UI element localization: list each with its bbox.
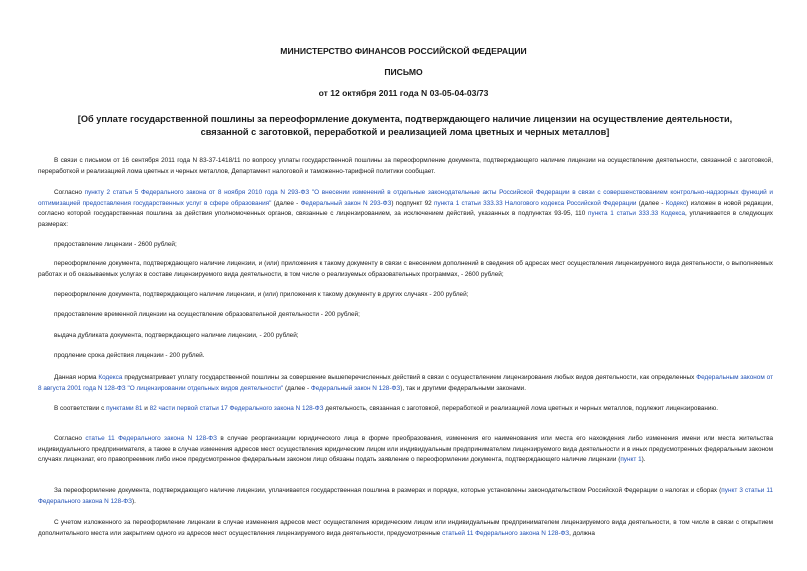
legal-reference-link[interactable]: Кодекса: [98, 374, 123, 381]
paragraph-reissue-conditions: [38, 434, 773, 466]
document-title: [Об уплате государственной пошлины за переоформление документа, подтверждающего наличие лицензии на осуществление деятельности, связанной с заготовкой, переработкой и реализацией лома цветных и черных металлов]: [77, 114, 733, 137]
paragraph-text: Согласно: [54, 189, 85, 196]
paragraph-fee-duplicate: выдача дубликата документа, подтверждающего наличие лицензии, - 200 рублей;: [54, 332, 299, 339]
paragraph-text: За переоформление документа, подтверждающего наличие лицензии, уплачивается государственная пошлина в размерах и порядке, которые установлены законодательством Российской Федерации о налогах и сборах (: [54, 487, 722, 494]
paragraph-conclusion: [38, 518, 773, 539]
paragraph-fee-license: предоставление лицензии - 2600 рублей;: [54, 241, 177, 248]
paragraph-text: и: [142, 405, 150, 412]
legal-reference-link[interactable]: Федеральным законом от 8 августа 2001 года N 128-ФЗ "О лицензировании отдельных видов деятельности": [38, 374, 774, 392]
paragraph-text: ) подпункт 92: [391, 199, 434, 207]
legal-reference-link[interactable]: пункта 1 статьи 333.33 Налогового кодекса Российской Федерации: [433, 199, 637, 207]
legal-reference-link[interactable]: статье 11 Федерального закона N 128-ФЗ: [85, 435, 218, 442]
legal-reference-link[interactable]: пункт 3 статьи 11 Федерального закона N 128-ФЗ: [38, 487, 773, 505]
legal-reference-link[interactable]: Федеральный закон N 293-ФЗ: [300, 199, 392, 207]
legal-reference-link[interactable]: Кодекс: [665, 199, 687, 207]
paragraph-text: в случае реорганизации юридического лица в форме преобразования, изменения его наименования или места его нахождения либо изменения имени или места жительства индивидуального предпринимателя, а также в случае изменения адресов мест осуществления юридическим лицом или индивидуальным предпринимателем лицензируемого вида деятельности и в иных предусмотренных федеральным законом случаях лицензиат, его правопреемник либо иное предусмотренное федеральным законом лицо обязаны подать заявление о переоформлении документа, подтверждающего наличие лицензии (: [38, 435, 773, 464]
paragraph-text: ) изложен в новой редакции, согласно которой государственная пошлина за действия уполномоченных органов, связанные с лицензированием, за исключением действий, указанных в подпунктах 93-95, 110: [38, 199, 773, 218]
paragraph-text: деятельность, связанная с заготовкой, переработкой и реализацией лома цветных и черных металлов, подлежит лицензированию.: [323, 405, 718, 412]
paragraph-fee-reissue-rule: [38, 486, 773, 507]
paragraph-text: ), так и другими федеральными законами.: [400, 384, 526, 392]
paragraph-fee-reissue-other: переоформление документа, подтверждающего наличие лицензии, и (или) приложения к такому документу в других случаях - 200 рублей;: [54, 291, 469, 298]
paragraph-text: Согласно: [54, 435, 86, 442]
document-type: ПИСЬМО: [384, 67, 423, 77]
paragraph-text: , уплачивается в следующих размерах:: [38, 210, 773, 228]
paragraph-text: (далее -: [271, 199, 301, 207]
legal-reference-link[interactable]: пункту 2 статьи 5 Федерального закона от 8 ноября 2010 года N 293-ФЗ "О внесении изменений в отдельные законодательные акты Российской Федерации в связи с совершенствованием контрольно-надзорных функций и оптимизацией предоставления государственных услуг в сфере образования": [38, 189, 773, 207]
legal-reference-link[interactable]: Федеральный закон N 128-ФЗ: [310, 384, 401, 392]
paragraph-text: С учетом изложенного за переоформление лицензии в случае изменения адресов мест осуществления юридическим лицом или индивидуальным предпринимателем лицензируемого вида деятельности, в том числе в связи с открытием дополнительного места или закрытием одного из адресов мест осуществления лицензируемого вида деятельности, предусмотренные: [38, 519, 773, 537]
paragraph-fee-temporary: предоставление временной лицензии на осуществление образовательной деятельности - 200 рублей;: [54, 311, 360, 318]
legal-reference-link[interactable]: пункт 1: [620, 456, 642, 464]
legal-reference-link[interactable]: статьей 11 Федерального закона N 128-ФЗ: [442, 529, 570, 537]
paragraph-text: ).: [132, 497, 136, 505]
paragraph-norm-scope: [38, 373, 773, 394]
paragraph-licensing-requirement: [38, 404, 773, 415]
legal-reference-link[interactable]: пункта 1 статьи 333.33 Кодекса: [588, 210, 686, 218]
paragraph-text: (далее -: [636, 199, 666, 207]
document-date: от 12 октября 2011 года N 03-05-04-03/73: [318, 88, 489, 98]
paragraph-text: ).: [641, 456, 646, 464]
paragraph-intro: В связи с письмом от 16 сентября 2011 года N 83-37-1418/11 по вопросу уплаты государственной пошлины за переоформление документа, подтверждающего наличие лицензии на осуществление деятельности, связанной с заготовкой, переработкой и реализацией лома цветных и черных металлов, Департамент налоговой и таможенно-тарифной политики сообщает.: [38, 157, 773, 175]
paragraph-text: Данная норма: [54, 374, 99, 381]
ministry-name: МИНИСТЕРСТВО ФИНАНСОВ РОССИЙСКОЙ ФЕДЕРАЦИИ: [280, 46, 527, 56]
paragraph-text: предусматривает уплату государственной пошлины за совершение вышеперечисленных действий в связи с осуществлением лицензирования любых видов деятельности, как определенных: [122, 374, 697, 381]
paragraph-fee-extension: продление срока действия лицензии - 200 рублей.: [54, 352, 205, 359]
legal-reference-link[interactable]: пунктами 81: [106, 405, 143, 412]
paragraph-text: , должна: [569, 529, 595, 537]
paragraph-fee-reissue-additions: переоформление документа, подтверждающего наличие лицензии, и (или) приложения к такому документу в связи с внесением дополнений в сведения об адресах мест осуществления лицензируемого вида деятельности, о выполняемых работах и об оказываемых услугах в составе лицензируемого вида деятельности, в том числе о реализуемых образовательных программах, - 2600 рублей;: [38, 260, 773, 278]
legal-reference-link[interactable]: 82 части первой статьи 17 Федерального закона N 128-ФЗ: [149, 405, 324, 412]
paragraph-text: (далее -: [283, 384, 311, 392]
paragraph-legal-basis: [38, 188, 773, 230]
paragraph-text: В соответствии с: [54, 405, 107, 412]
